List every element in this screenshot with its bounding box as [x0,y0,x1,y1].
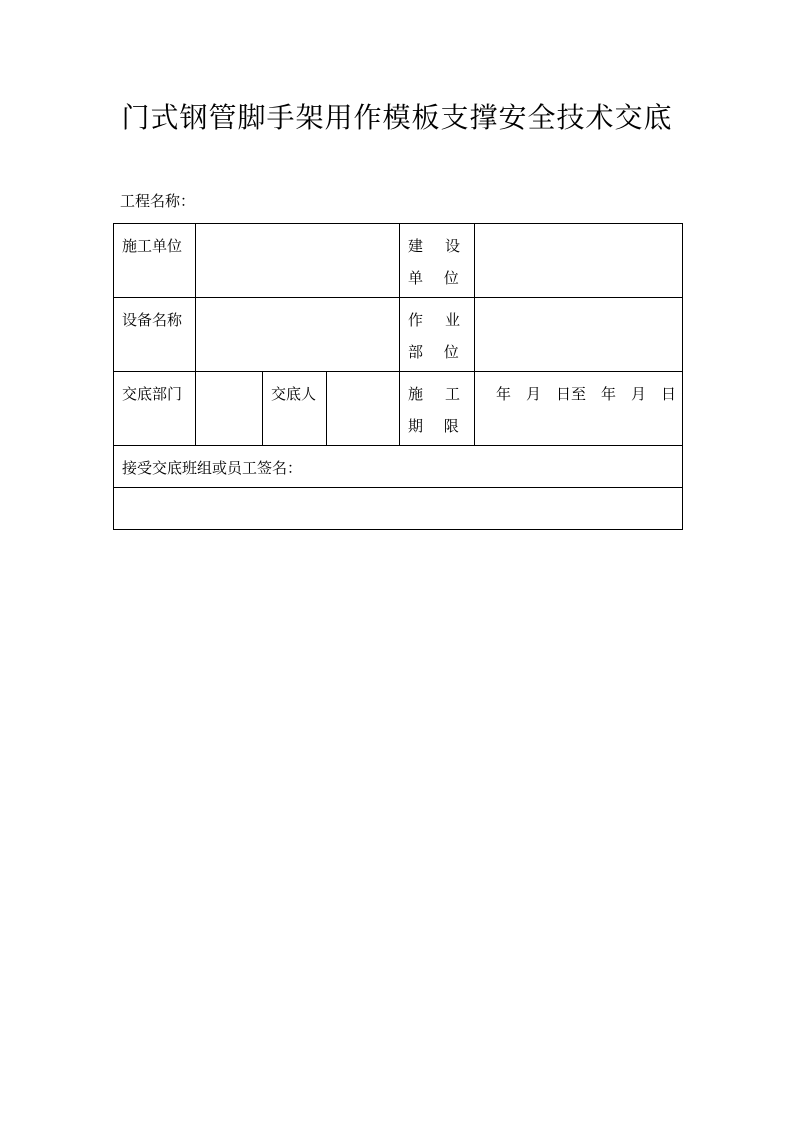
period-field[interactable]: 年 月 日至 年 月 日 [475,372,683,446]
handover-person-field[interactable] [327,372,400,446]
equipment-name-label: 设备名称 [114,298,196,372]
table-row [114,298,683,372]
table-row [114,224,683,298]
construction-unit-field[interactable] [196,224,400,298]
build-unit-label: 建 设 单 位 [400,224,475,298]
handover-form-table [113,223,683,530]
table-row [114,488,683,530]
table-row [114,446,683,488]
handover-person-label: 交底人 [263,372,327,446]
work-part-label: 作 业 部 位 [400,298,475,372]
construction-unit-label: 施工单位 [114,224,196,298]
handover-dept-field[interactable] [196,372,263,446]
project-name-label: 工程名称： [120,192,196,210]
build-unit-field[interactable] [475,224,683,298]
equipment-name-field[interactable] [196,298,400,372]
period-label: 施 工 期 限 [400,372,475,446]
handover-dept-label: 交底部门 [114,372,196,446]
signature-field[interactable] [114,488,683,530]
work-part-field[interactable] [475,298,683,372]
page-title: 门式钢管脚手架用作模板支撑安全技术交底 [121,101,673,134]
signature-label: 接受交底班组或员工签名： [114,446,683,488]
table-row [114,372,683,446]
